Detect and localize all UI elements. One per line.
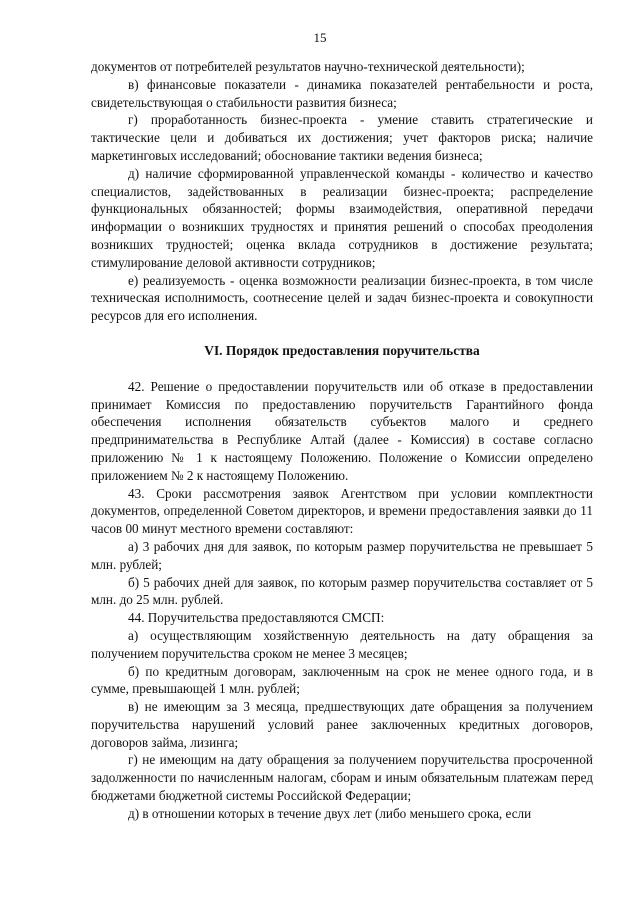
page-number: 15 (313, 30, 327, 45)
paragraph-44: 44. Поручительства предоставляются СМСП: (128, 610, 385, 626)
paragraph-continuation: документов от потребителей результатов научно-технической деятельности); (91, 59, 525, 74)
paragraph-criterion-d: д) наличие сформированной управленческой команды - количество и качество специалистов, задействованных в реализации бизнес-проекта; распределение функциональных обязанностей; формы взаимодействия, оперативной передачи информации о возникших трудностях и принятия решений о способах преодоления возникших трудностей; оценка вклада сотрудников в достижение результата; стимулирование деловой активности сотрудников; (91, 165, 593, 270)
paragraph-criterion-e: е) реализуемость - оценка возможности реализации бизнес-проекта, в том числе техническая исполнимость, соотнесение целей и задач бизнес-проекта и совокупности ресурсов для его исполнения. (91, 272, 593, 324)
paragraph-42: 42. Решение о предоставлении поручительств или об отказе в предоставлении принимает Комиссия по предоставлению поручительств Гарантийного фонда обеспечения исполнения обязательств субъектов малого и среднего предпринимательства в Республике Алтай (далее - Комиссия) в составе согласно приложению № 1 к настоящему Положению. Положение о Комиссии определено приложением № 2 к настоящему Положению. (91, 378, 593, 483)
paragraph-44-v: в) не имеющим за 3 месяца, предшествующих дате обращения за получением поручительства нарушений условий ранее заключенных кредитных договоров, договоров займа, лизинга; (91, 699, 593, 750)
paragraph-criterion-g: г) проработанность бизнес-проекта - умение ставить стратегические и тактические цели и добиваться их достижения; учет факторов риска; наличие маркетинговых исследований; обоснование тактики ведения бизнеса; (91, 112, 593, 163)
section-heading: VI. Порядок предоставления поручительства (204, 342, 480, 358)
paragraph-criterion-v: в) финансовые показатели - динамика показателей рентабельности и роста, свидетельствующая о стабильности развития бизнеса; (91, 76, 593, 110)
paragraph-44-d: д) в отношении которых в течение двух лет (либо меньшего срока, если (128, 805, 532, 821)
paragraph-44-g: г) не имеющим на дату обращения за получением поручительства просроченной задолженности по начисленным налогам, сборам и иным обязательным платежам перед бюджетами бюджетной системы Российской Федерации; (91, 752, 593, 804)
paragraph-43-b: б) 5 рабочих дней для заявок, по которым размер поручительства составляет от 5 млн. до 25 млн. рублей. (91, 574, 593, 608)
paragraph-44-a: а) осуществляющим хозяйственную деятельность на дату обращения за получением поручительства сроком не менее 3 месяцев; (91, 627, 593, 661)
document-body (91, 58, 593, 823)
paragraph-44-b: б) по кредитным договорам, заключенным на срок не менее одного года, и в сумме, превышающей 1 млн. рублей; (91, 663, 593, 697)
paragraph-43: 43. Сроки рассмотрения заявок Агентством при условии комплектности документов, определенной Советом директоров, и времени предоставления заявки до 11 часов 00 минут местного времени составляют: (91, 485, 593, 537)
paragraph-43-a: а) 3 рабочих дня для заявок, по которым размер поручительства не превышает 5 млн. рублей; (91, 538, 593, 572)
